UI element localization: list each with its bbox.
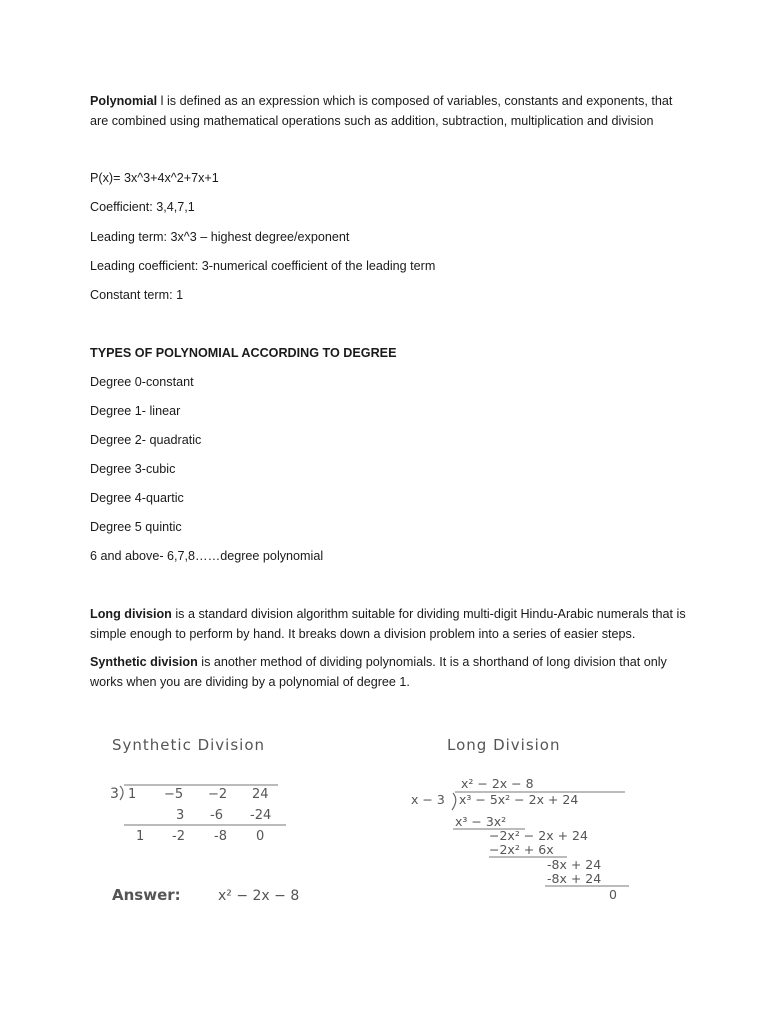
synthetic-cell: -24 <box>250 808 272 823</box>
degree-item: Degree 2- quadratic <box>90 433 202 447</box>
leading-coefficient-line: Leading coefficient: 3-numerical coefficient of the leading term <box>90 259 436 273</box>
synthetic-bracket <box>120 786 123 800</box>
degree-item: Degree 1- linear <box>90 404 181 418</box>
synthetic-division-figure <box>100 728 360 913</box>
synthetic-answer-label: Answer: <box>112 886 181 904</box>
polynomial-example: P(x)= 3x^3+4x^2+7x+1 <box>90 171 219 185</box>
long-division-text: is a standard division algorithm suitable for dividing multi-digit Hindu-Arabic numerals that is simple enough to perform by hand. It breaks down a division problem into a series of easier steps. <box>90 607 686 641</box>
long-bracket <box>452 793 456 810</box>
synthetic-cell: 0 <box>256 829 265 844</box>
long-quotient: x² − 2x − 8 <box>461 776 534 791</box>
long-division-term: Long division <box>90 607 172 621</box>
long-step: 0 <box>609 887 617 902</box>
long-title: Long Division <box>447 736 561 754</box>
intro-text: l is defined as an expression which is composed of variables, constants and exponents, that are combined using mathematical operations such as addition, subtraction, multiplication and division <box>90 94 673 128</box>
synthetic-division-term: Synthetic division <box>90 655 198 669</box>
synthetic-cell: -8 <box>214 829 227 844</box>
synthetic-cell: 1 <box>128 787 137 802</box>
intro-paragraph <box>90 92 690 131</box>
long-division-paragraph <box>90 605 690 644</box>
synthetic-title: Synthetic Division <box>112 736 266 754</box>
long-step: -8x + 24 <box>547 871 602 886</box>
long-step: −2x² − 2x + 24 <box>489 828 588 843</box>
degree-item: Degree 4-quartic <box>90 491 184 505</box>
types-heading: TYPES OF POLYNOMIAL ACCORDING TO DEGREE <box>90 346 397 360</box>
synthetic-cell: -6 <box>210 808 223 823</box>
long-step: -8x + 24 <box>547 857 602 872</box>
degree-item: Degree 3-cubic <box>90 462 176 476</box>
degree-item: 6 and above- 6,7,8……degree polynomial <box>90 549 324 563</box>
long-step: −2x² + 6x <box>489 842 554 857</box>
leading-term-line: Leading term: 3x^3 – highest degree/exponent <box>90 230 350 244</box>
long-division-figure <box>405 728 645 913</box>
degree-item: Degree 0-constant <box>90 375 194 389</box>
intro-term: Polynomial <box>90 94 158 108</box>
degree-item: Degree 5 quintic <box>90 520 182 534</box>
long-dividend: x³ − 5x² − 2x + 24 <box>459 792 579 807</box>
synthetic-cell: -2 <box>172 829 185 844</box>
long-divisor: x − 3 <box>411 792 445 807</box>
synthetic-answer-value: x² − 2x − 8 <box>218 888 300 904</box>
synthetic-cell: 3 <box>176 808 185 823</box>
long-step: x³ − 3x² <box>455 814 507 829</box>
synthetic-divisor: 3 <box>110 786 119 802</box>
constant-term-line: Constant term: 1 <box>90 288 184 302</box>
synthetic-division-text: is another method of dividing polynomials. It is a shorthand of long division that only works when you are dividing by a polynomial of degree 1. <box>90 655 667 689</box>
coefficient-line: Coefficient: 3,4,7,1 <box>90 200 195 214</box>
synthetic-cell: 1 <box>136 829 145 844</box>
synthetic-division-paragraph <box>90 653 690 692</box>
synthetic-cell: −2 <box>208 787 228 802</box>
synthetic-cell: 24 <box>252 787 269 802</box>
synthetic-cell: −5 <box>164 787 184 802</box>
